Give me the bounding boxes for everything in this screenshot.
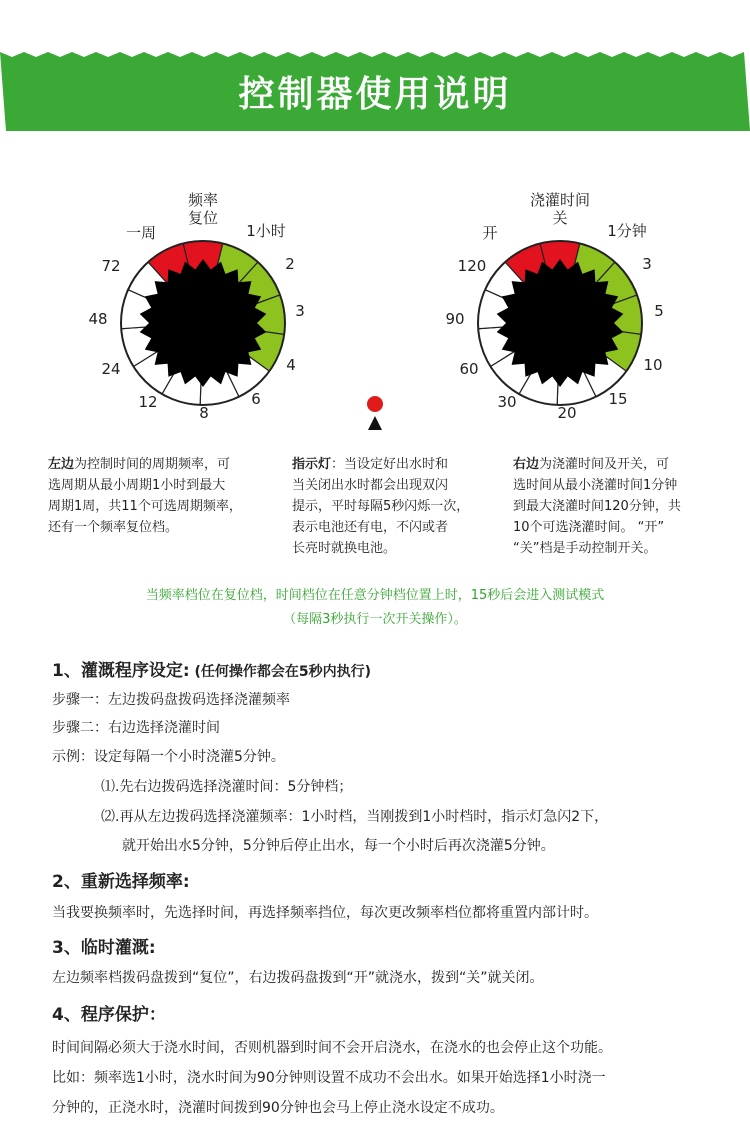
left-dial-label-3: 3 [295,302,305,320]
indicator-pointer-icon [368,416,382,430]
right-dial-on-label: 开 [482,224,498,242]
section-1-example-item-2-cont: 就开始出水5分钟，5分钟后停止出水，每一个小时后再次浇灌5分钟。 [122,838,555,854]
desc-mid-line3: 提示，平时每隔5秒闪烁一次， [292,499,470,514]
desc-left-line2: 选周期从最小周期1小时到最大 [48,478,226,493]
desc-right-line3: 到最大浇灌时间120分钟，共 [513,499,681,514]
section-3-text: 左边频率档拨码盘拨到“复位”，右边拨码盘拨到“开”就浇水，拨到“关”就关闭。 [52,970,544,986]
right-dial [445,191,663,422]
section-4-line-2: 比如：频率选1小时，浇水时间为90分钟则设置不成功不会出水。如果开始选择1小时浇一 [52,1070,606,1086]
right-dial-label-1min: 1分钟 [607,222,647,240]
section-2-heading: 2、重新选择频率: [52,872,190,892]
page-title: 控制器使用说明 [238,74,512,115]
left-dial-label-48: 48 [88,310,108,328]
desc-left-line1: 为控制时间的周期频率，可 [74,457,231,472]
section-1-example-item-1: ⑴.先右边拨码选择浇灌时间：5分钟档； [101,779,353,795]
right-dial-label-15: 15 [608,390,628,408]
left-dial-label-8: 8 [199,404,209,422]
desc-right-line2: 选时间从最小浇灌时间1分钟 [513,478,678,493]
right-dial-label-90: 90 [445,310,465,328]
title-banner [0,52,750,136]
right-dial-label-20: 20 [557,404,577,422]
section-1-title: 1、灌溉程序设定: [52,661,190,681]
indicator-light [367,396,383,412]
left-dial-label-1h: 1小时 [246,222,286,240]
desc-left-line4: 还有一个频率复位档。 [48,520,179,535]
desc-left-line3: 周期1周，共11个可选周期频率， [48,499,242,514]
section-3-heading: 3、临时灌溉: [52,938,156,958]
right-dial-label-60: 60 [459,360,479,378]
test-mode-note-sub: （每隔3秒执行一次开关操作）。 [283,612,467,627]
section-1-step-1: 步骤一：左边拨码盘拨码选择浇灌频率 [52,692,290,708]
desc-left-bold: 左边 [48,457,75,472]
section-2-text: 当我要换频率时，先选择时间，再选择频率挡位，每次更改频率档位都将重置内部计时。 [52,905,598,921]
left-dial-label-week: 一周 [125,224,157,242]
right-dial-label-10: 10 [643,356,663,374]
right-dial-description [513,454,743,559]
left-dial [88,191,304,422]
left-dial-label-6: 6 [251,390,261,408]
test-mode-note: 当频率档位在复位档，时间档位在任意分钟档位置上时，15秒后会进入测试模式 [145,588,605,603]
section-4-line-3: 分钟的，正浇水时，浇灌时间拨到90分钟也会马上停止浇水设定不成功。 [52,1100,504,1116]
left-dial-reset-label-1: 频率 [187,191,219,209]
desc-mid-line1: ：当设定好出水时和 [331,457,449,472]
left-dial-description [48,454,278,538]
section-1-heading [52,656,371,681]
section-4-line-1: 时间间隔必须大于浇水时间，否则机器到时间不会开启浇水，在浇水的也会停止这个功能。 [52,1040,612,1056]
left-dial-label-12: 12 [138,393,158,411]
desc-mid-line5: 长亮时就换电池。 [292,541,397,556]
section-1-example: 示例：设定每隔一个小时浇灌5分钟。 [52,749,285,765]
desc-mid-line2: 当关闭出水时都会出现双闪 [292,478,449,493]
desc-right-bold: 右边 [513,457,540,472]
right-dial-label-5: 5 [654,302,664,320]
left-dial-label-24: 24 [101,360,121,378]
right-dial-label-120: 120 [457,257,487,275]
right-dial-off-label: 关 [552,209,568,227]
desc-right-line5: “关”档是手动控制开关。 [513,541,657,556]
section-4-heading: 4、程序保护： [52,1005,166,1025]
desc-mid-line4: 表示电池还有电，不闪或者 [292,520,449,535]
left-dial-label-72: 72 [101,257,121,275]
section-1-subtitle: (任何操作都会在5秒内执行) [189,664,372,680]
left-dial-reset-label-2: 复位 [187,209,219,227]
desc-right-line4: 10个可选浇灌时间。 “开” [513,520,665,535]
right-dial-label-30: 30 [497,393,517,411]
left-dial-label-2: 2 [285,255,295,273]
section-1-step-2: 步骤二：右边选择浇灌时间 [52,720,220,736]
section-1-example-item-2: ⑵.再从左边拨码选择浇灌频率：1小时档，当刚拨到1小时档时，指示灯急闪2下， [101,809,609,825]
indicator-description [292,454,497,559]
desc-mid-bold: 指示灯 [292,457,332,472]
desc-right-line1: 为浇灌时间及开关，可 [539,457,670,472]
right-dial-label-3: 3 [642,255,652,273]
dials-area [0,180,750,430]
left-dial-label-4: 4 [286,356,296,374]
right-dial-timer-label-1: 浇灌时间 [529,191,591,209]
